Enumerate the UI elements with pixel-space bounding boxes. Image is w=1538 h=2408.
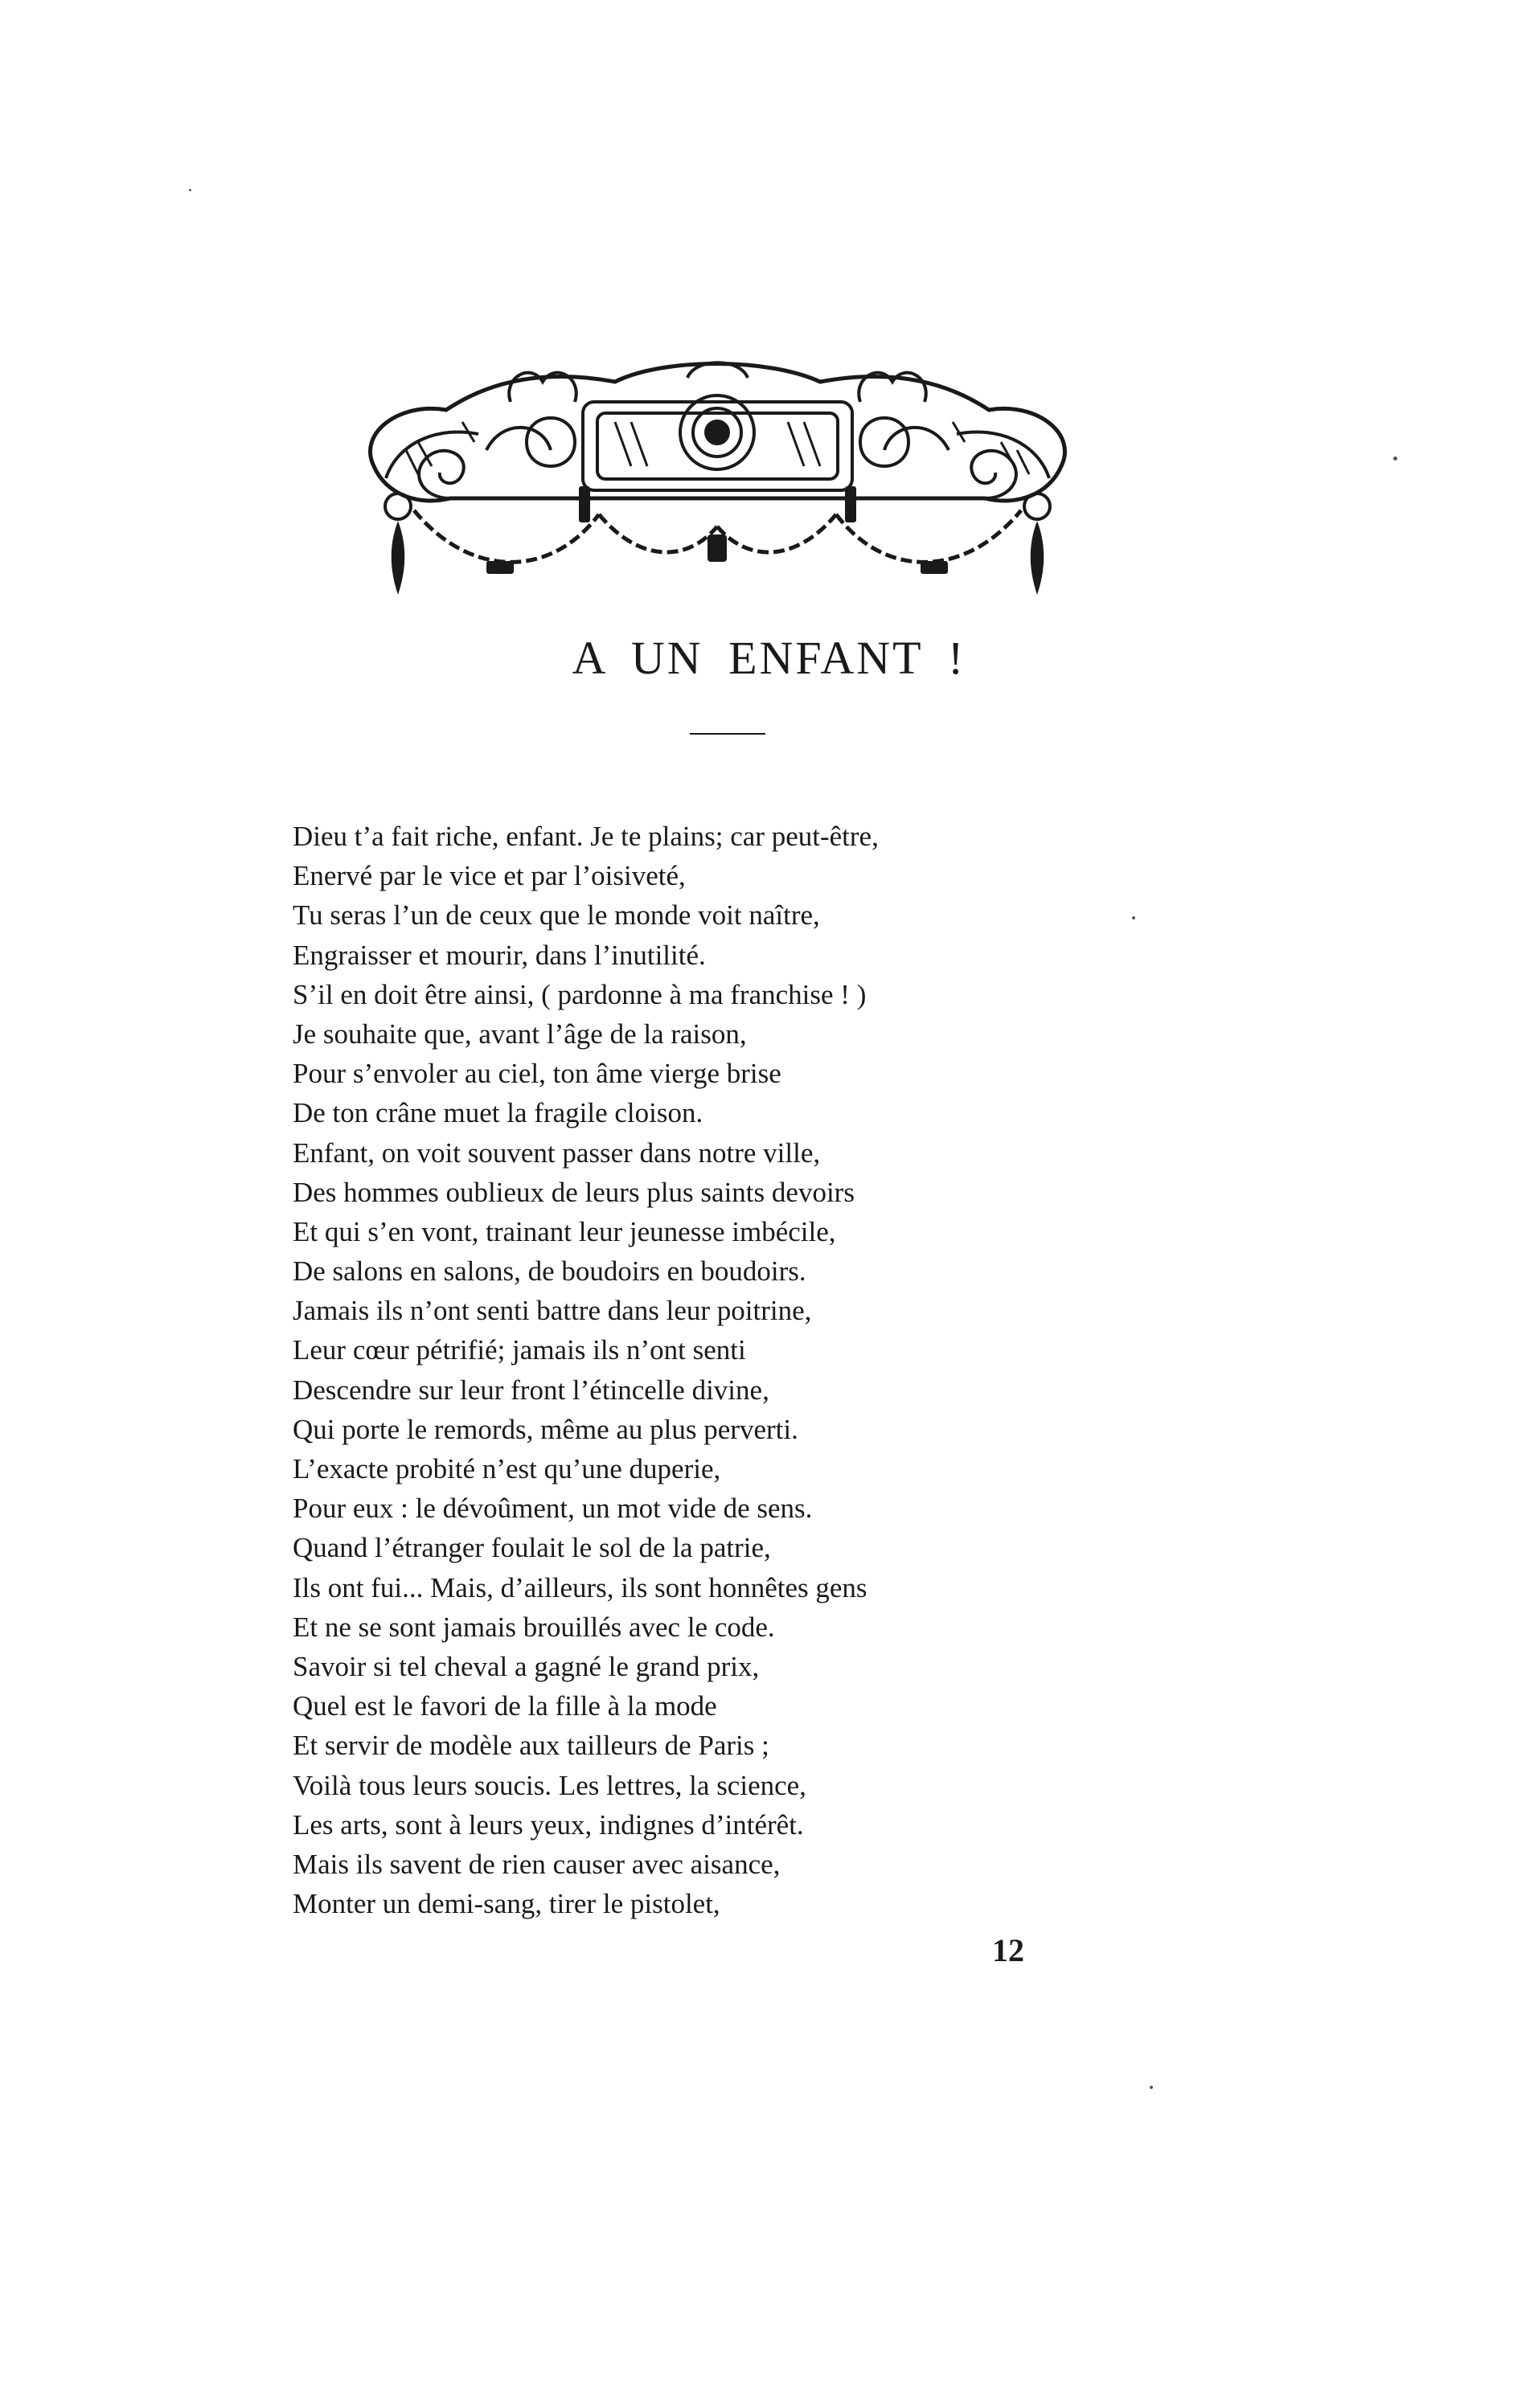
poem-line: Et qui s’en vont, trainant leur jeunesse imbécile,	[293, 1215, 836, 1247]
poem-line: Mais ils savent de rien causer avec aisance,	[293, 1848, 781, 1880]
title-divider	[690, 733, 765, 735]
poem-title: A UN ENFANT !	[572, 632, 966, 684]
poem-line: Savoir si tel cheval a gagné le grand prix,	[293, 1650, 760, 1682]
poem-line: Et ne se sont jamais brouillés avec le code.	[293, 1611, 775, 1643]
poem-line: Pour s’envoler au ciel, ton âme vierge brise	[293, 1058, 781, 1090]
poem-line: Enervé par le vice et par l’oisiveté,	[293, 860, 686, 892]
poem-line: Quand l’étranger foulait le sol de la patrie,	[293, 1532, 771, 1564]
poem-line: Je souhaite que, avant l’âge de la raison,	[293, 1018, 747, 1050]
poem-line: Enfant, on voit souvent passer dans notre ville,	[293, 1136, 821, 1169]
poem-line: L’exacte probité n’est qu’une duperie,	[293, 1453, 721, 1485]
poem-line: Jamais ils n’ont senti battre dans leur poitrine,	[293, 1295, 812, 1327]
scan-speck	[1132, 916, 1135, 919]
poem-body	[293, 817, 1097, 1923]
poem-line: De salons en salons, de boudoirs en boudoirs.	[293, 1255, 806, 1288]
poem-line: Ils ont fui... Mais, d’ailleurs, ils sont honnêtes gens	[293, 1571, 867, 1603]
poem-line: S’il en doit être ainsi, ( pardonne à ma franchise ! )	[293, 978, 867, 1010]
page-number: 12	[992, 1932, 1024, 1968]
poem-line: Dieu t’a fait riche, enfant. Je te plains; car peut-être,	[293, 821, 879, 852]
poem-line: Descendre sur leur front l’étincelle divine,	[293, 1374, 769, 1406]
poem-line: Engraisser et mourir, dans l’inutilité.	[293, 939, 706, 971]
poem-line: Voilà tous leurs soucis. Les lettres, la science,	[293, 1769, 806, 1801]
scan-speck	[1150, 2086, 1153, 2089]
poem-line: Monter un demi-sang, tirer le pistolet,	[293, 1888, 720, 1920]
poem-line: Les arts, sont à leurs yeux, indignes d’intérêt.	[293, 1808, 804, 1841]
scan-speck	[1393, 457, 1397, 461]
decorative-headpiece-icon	[342, 346, 1093, 603]
poem-line: De ton crâne muet la fragile cloison.	[293, 1097, 703, 1129]
scan-speck	[189, 189, 191, 191]
poem-line: Qui porte le remords, même au plus perverti.	[293, 1413, 798, 1445]
poem-line: Leur cœur pétrifié; jamais ils n’ont senti	[293, 1334, 746, 1366]
poem-line: Et servir de modèle aux tailleurs de Paris ;	[293, 1730, 769, 1762]
poem-line: Des hommes oublieux de leurs plus saints devoirs	[293, 1176, 855, 1208]
poem-line: Tu seras l’un de ceux que le monde voit naître,	[293, 899, 820, 932]
poem-line: Quel est le favori de la fille à la mode	[293, 1690, 717, 1722]
poem-line: Pour eux : le dévoûment, un mot vide de sens.	[293, 1493, 813, 1525]
